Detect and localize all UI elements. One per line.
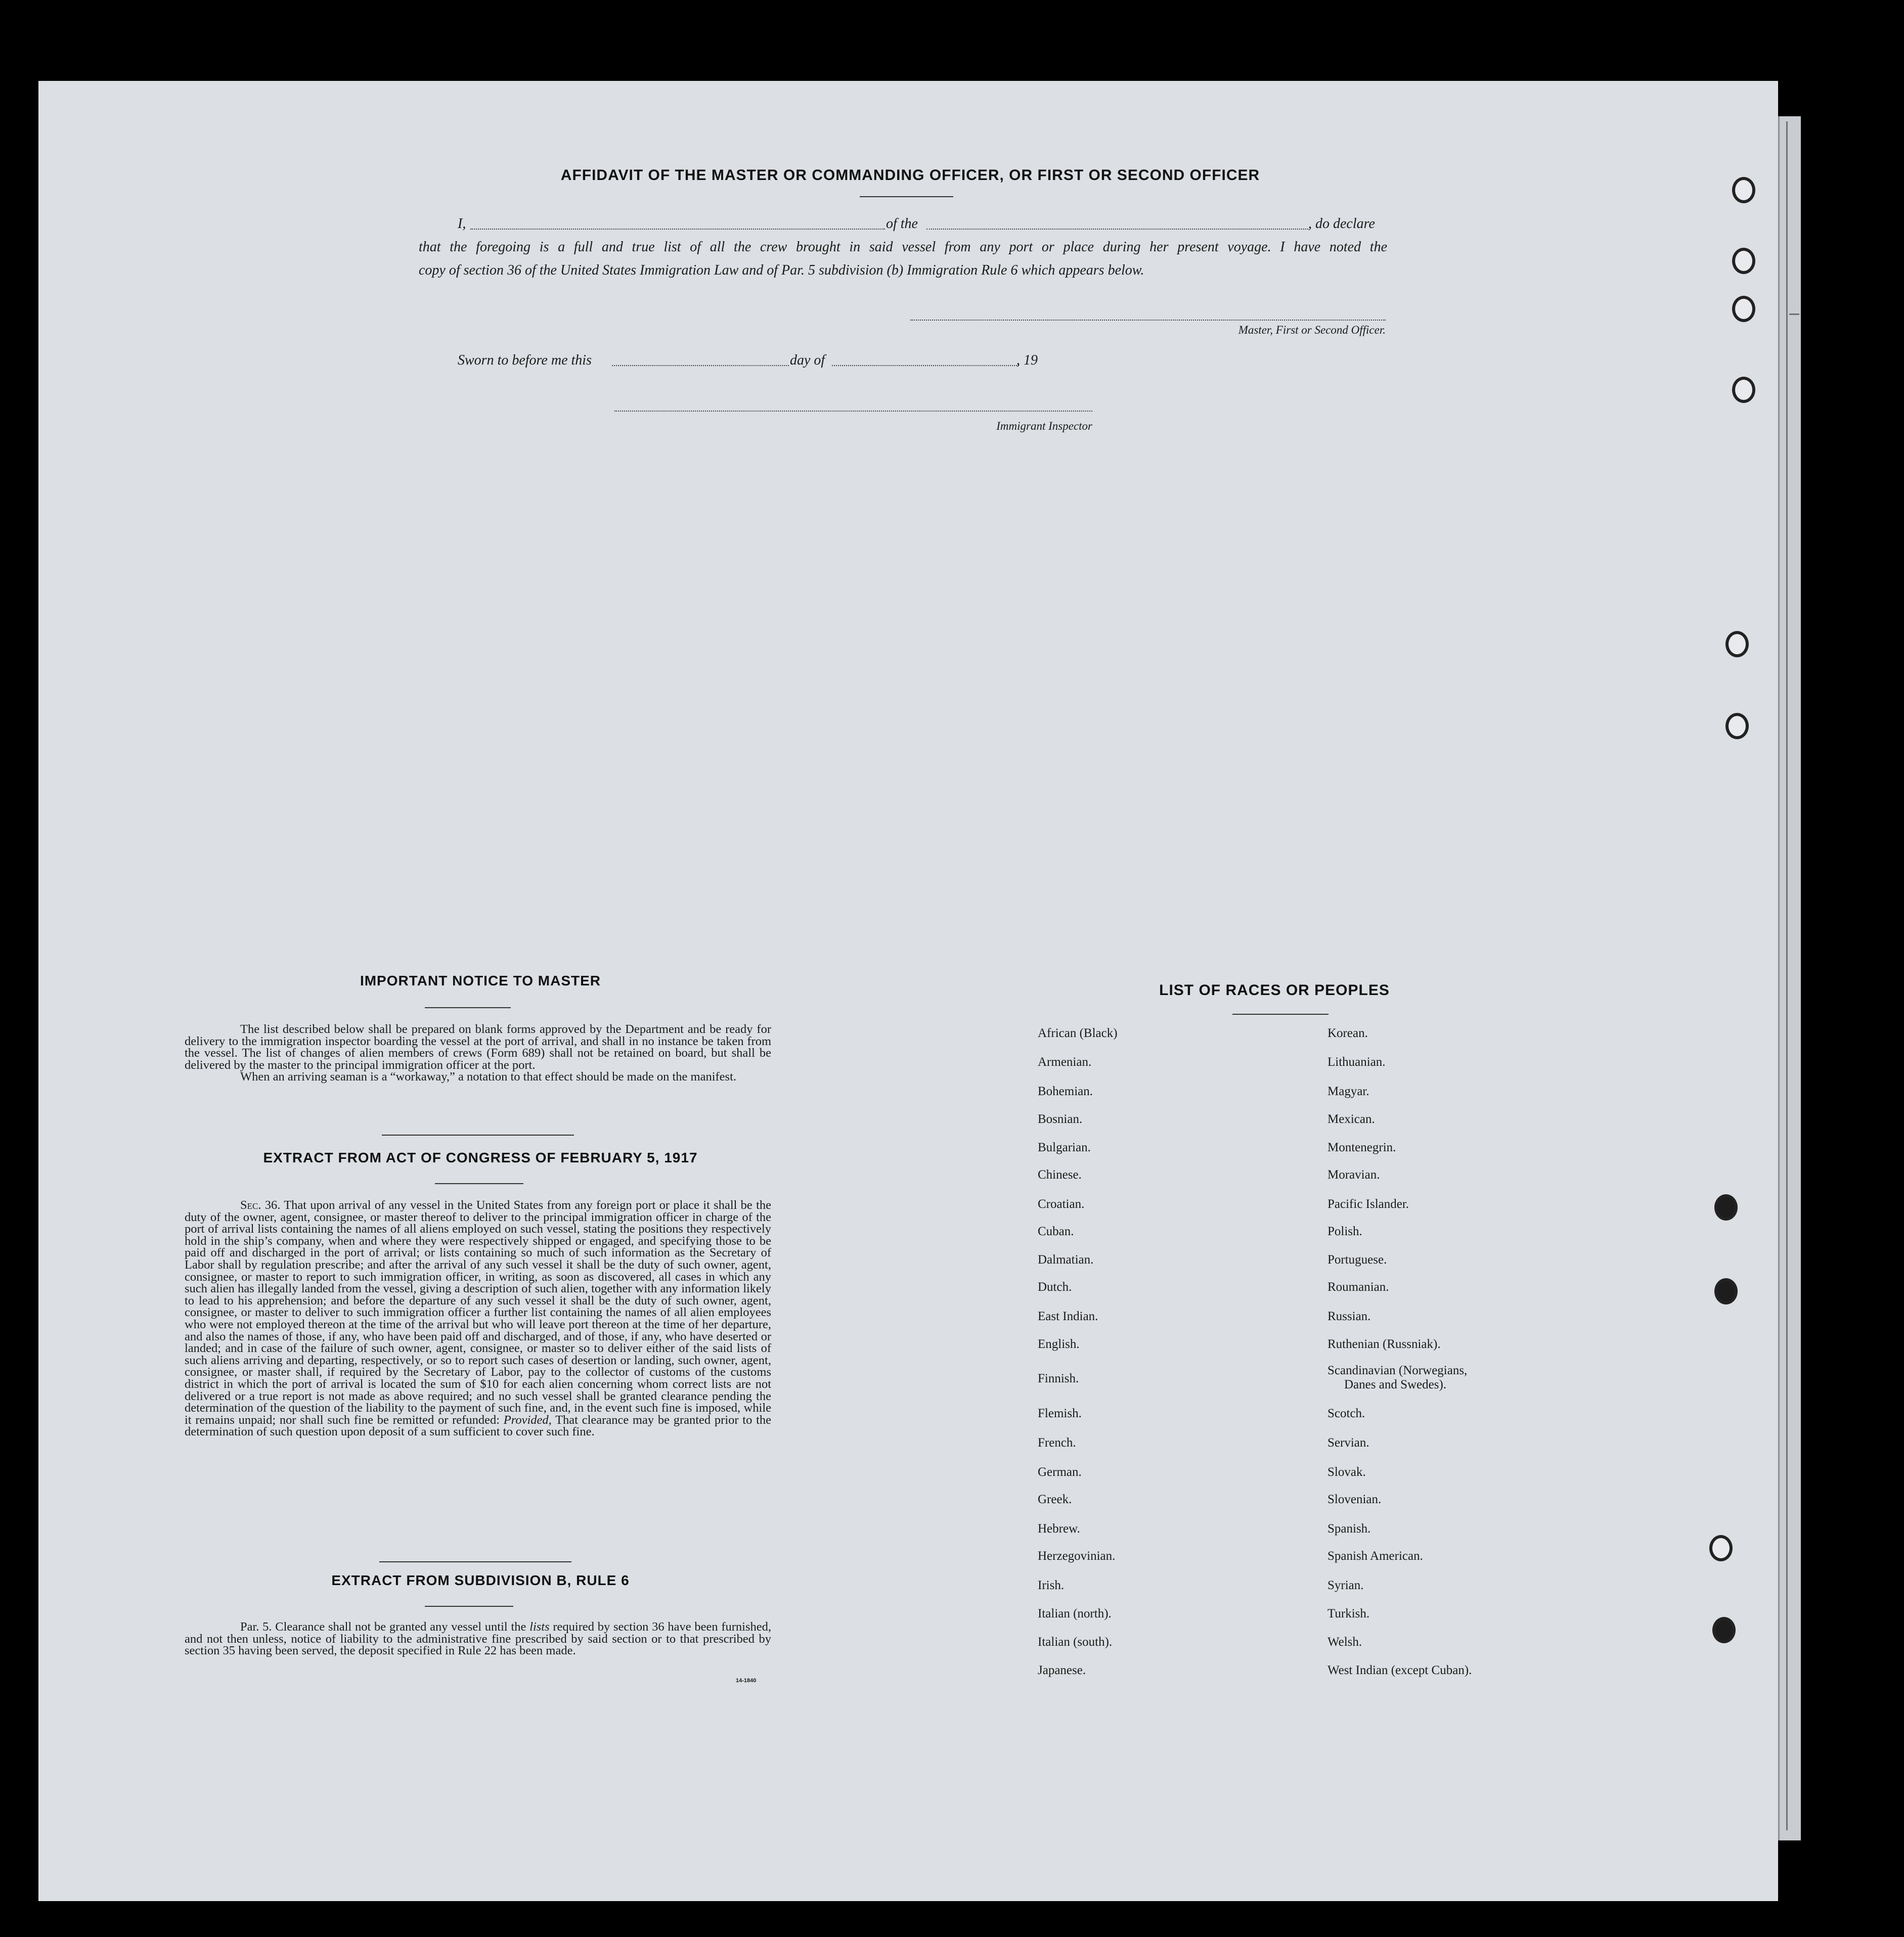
race-entry: Slovak. xyxy=(1327,1465,1366,1479)
binder-hole xyxy=(1712,1617,1736,1643)
binder-hole xyxy=(1725,631,1749,657)
race-entry: Croatian. xyxy=(1038,1197,1085,1211)
affidavit-title: AFFIDAVIT OF THE MASTER OR COMMANDING OFFICER, OR FIRST OR SECOND OFFICER xyxy=(560,167,1260,184)
form-number: 14-1840 xyxy=(736,1678,757,1684)
sheet-edge xyxy=(1778,116,1801,1840)
race-entry: Lithuanian. xyxy=(1327,1055,1386,1069)
race-entry: Dalmatian. xyxy=(1038,1253,1094,1267)
sworn-month-line xyxy=(832,365,1019,366)
year-prefix: , 19 xyxy=(1016,352,1038,368)
paragraph-5-text xyxy=(185,1621,771,1657)
race-entry: Magyar. xyxy=(1327,1085,1369,1098)
affidavit-do-declare: , do declare xyxy=(1308,216,1375,232)
master-signature-label: Master, First or Second Officer. xyxy=(1238,324,1386,336)
extract-rule-title: EXTRACT FROM SUBDIVISION B, RULE 6 xyxy=(331,1572,630,1588)
notice-title: IMPORTANT NOTICE TO MASTER xyxy=(360,973,601,988)
section-36-text xyxy=(185,1199,771,1438)
race-entry: Portuguese. xyxy=(1327,1253,1387,1267)
race-entry: Polish. xyxy=(1327,1225,1362,1238)
extract-act-rule xyxy=(435,1183,523,1184)
race-entry: Cuban. xyxy=(1038,1225,1074,1238)
notice-divider xyxy=(382,1135,574,1136)
race-entry: English. xyxy=(1038,1337,1080,1351)
race-entry: Syrian. xyxy=(1327,1579,1364,1592)
day-of-label: day of xyxy=(790,352,825,368)
notice-body xyxy=(185,1023,771,1083)
notice-paragraph-2: When an arriving seaman is a “workaway,” a notation to that effect should be made on the manifest. xyxy=(240,1070,737,1084)
extract-act-title: EXTRACT FROM ACT OF CONGRESS OF FEBRUARY 5, 1917 xyxy=(263,1150,698,1165)
race-entry: West Indian (except Cuban). xyxy=(1327,1663,1472,1677)
edge-tick xyxy=(1789,313,1799,315)
race-entry: Pacific Islander. xyxy=(1327,1197,1409,1211)
extract-rule-rule xyxy=(425,1606,513,1607)
sworn-label: Sworn to before me this xyxy=(458,352,592,368)
race-entry: Servian. xyxy=(1327,1436,1369,1450)
race-entry: Japanese. xyxy=(1038,1663,1086,1677)
name-field-line xyxy=(470,229,885,230)
race-entry: Welsh. xyxy=(1327,1635,1362,1649)
race-entry: Scotch. xyxy=(1327,1407,1365,1420)
race-entry: Montenegrin. xyxy=(1327,1141,1396,1154)
sec-36-label: Sec. 36. xyxy=(240,1198,281,1212)
affidavit-i-label: I, xyxy=(458,216,466,232)
sec-36-end: That clearance may be granted prior to the determination of such question upon deposit of a sum sufficient to cover such fine. xyxy=(185,1413,771,1439)
race-entry: Greek. xyxy=(1038,1493,1072,1506)
binder-hole xyxy=(1709,1535,1733,1561)
edge-line xyxy=(1786,121,1788,1830)
binder-hole xyxy=(1714,1278,1738,1304)
race-entry-continuation: Danes and Swedes). xyxy=(1344,1378,1447,1391)
race-entry: Hebrew. xyxy=(1038,1522,1080,1536)
notice-rule xyxy=(425,1007,511,1008)
races-rule xyxy=(1232,1014,1329,1015)
race-entry: Armenian. xyxy=(1038,1055,1092,1069)
binder-hole xyxy=(1732,248,1755,274)
race-entry: Spanish. xyxy=(1327,1522,1371,1536)
binder-hole xyxy=(1732,377,1755,403)
affidavit-line-2: that the foregoing is a full and true list of all the crew brought in said vessel from any port or place during her present voyage. I have noted the xyxy=(419,239,1387,255)
race-entry: Mexican. xyxy=(1327,1112,1375,1126)
sworn-day-line xyxy=(612,365,789,366)
inspector-signature-line xyxy=(614,411,1092,412)
race-entry: Irish. xyxy=(1038,1579,1065,1592)
provided-label: Provided, xyxy=(503,1413,552,1427)
vessel-field-line xyxy=(926,229,1308,230)
race-entry: Bohemian. xyxy=(1038,1085,1093,1098)
race-entry: Dutch. xyxy=(1038,1280,1072,1294)
race-entry: Moravian. xyxy=(1327,1168,1380,1182)
race-entry: French. xyxy=(1038,1436,1076,1450)
affidavit-of-the-label: of the xyxy=(886,216,918,232)
race-entry: Finnish. xyxy=(1038,1372,1079,1385)
race-entry: Scandinavian (Norwegians, xyxy=(1327,1364,1468,1377)
race-entry: Spanish American. xyxy=(1327,1549,1423,1563)
race-entry: Italian (south). xyxy=(1038,1635,1113,1649)
race-entry: Ruthenian (Russniak). xyxy=(1327,1337,1441,1351)
race-entry: Chinese. xyxy=(1038,1168,1082,1182)
race-entry: Italian (north). xyxy=(1038,1607,1112,1620)
race-entry: Flemish. xyxy=(1038,1407,1082,1420)
race-entry: Russian. xyxy=(1327,1310,1371,1323)
race-entry: Bulgarian. xyxy=(1038,1141,1091,1154)
race-entry: Bosnian. xyxy=(1038,1112,1083,1126)
race-entry: Turkish. xyxy=(1327,1607,1370,1620)
binder-hole xyxy=(1725,713,1749,739)
par5-text-a: Par. 5. Clearance shall not be granted any vessel until the xyxy=(240,1620,526,1634)
title-rule xyxy=(860,196,953,197)
race-entry: Roumanian. xyxy=(1327,1280,1389,1294)
lists-word: lists xyxy=(529,1620,550,1634)
extract-divider xyxy=(379,1561,571,1562)
race-entry: German. xyxy=(1038,1465,1082,1479)
race-entry: African (Black) xyxy=(1038,1026,1118,1040)
par5-text-b: required by section 36 have been furnished, and not then unless, notice of liability to the administrative fine prescribed by said section or to that prescribed by section 35 having been served, the deposit specified in Rule 22 has been made. xyxy=(185,1620,771,1658)
race-entry: Herzegovinian. xyxy=(1038,1549,1116,1563)
race-entry: Korean. xyxy=(1327,1026,1368,1040)
inspector-label: Immigrant Inspector xyxy=(996,420,1092,432)
race-entry: East Indian. xyxy=(1038,1310,1098,1323)
affidavit-line-3: copy of section 36 of the United States Immigration Law and of Par. 5 subdivision (b) Immigration Rule 6 which appears below. xyxy=(419,262,1144,278)
notice-paragraph-1: The list described below shall be prepared on blank forms approved by the Department and be ready for delivery to the immigration inspector boarding the vessel at the port of arrival, and shall in no instance be taken from the vessel. The list of changes of alien members of crews (Form 689) shall not be retained on board, but shall be delivered by the master to the principal immigration officer at the port. xyxy=(185,1022,771,1072)
binder-hole xyxy=(1714,1194,1738,1221)
races-title: LIST OF RACES OR PEOPLES xyxy=(1159,982,1390,999)
binder-hole xyxy=(1732,296,1755,322)
master-signature-line xyxy=(910,320,1386,321)
sec-36-body: That upon arrival of any vessel in the United States from any foreign port or place it shall be the duty of the owner, agent, consignee, or master thereof to deliver to the principal immigration officer in charge of the port of arrival lists containing the names of all aliens employed on such vessel, stating the positions they respectively hold in the ship’s company, when and where they were respectively shipped or engaged, and specifying those to be paid off and discharged in the port of arrival; or lists containing so much of such information as the Secretary of Labor shall by regulation prescribe; and after the arrival of any such vessel it shall be the duty of such owner, agent, consignee, or master to report to such immigration officer, in writing, as soon as discovered, all cases in which any such alien has illegally landed from the vessel, giving a description of such alien, together with any information likely to lead to his apprehension; and before the departure of any such vessel it shall be the duty of such owner, agent, consignee, or master to deliver to such immigration officer a further list containing the names of all alien employees who were not employed thereon at the time of the arrival but who will leave port thereon at the time of her departure, and also the names of those, if any, who have been paid off and discharged, and of those, if any, who have deserted or landed; and in case of the failure of such owner, agent, consignee, or master so to deliver either of the said lists of such aliens arriving and departing, respectively, or so to report such cases of desertion or landing, such owner, agent, consignee, or master shall, if required by the Secretary of Labor, pay to the collector of customs of the customs district in which the port of arrival is located the sum of $10 for each alien concerning whom correct lists are not delivered or a true report is not made as above required; and no such vessel shall be granted clearance pending the determination of the question of the liability to the payment of such fine, and, in the event such fine is imposed, while it remains unpaid; nor shall such fine be remitted or refunded: xyxy=(185,1198,771,1427)
race-entry: Slovenian. xyxy=(1327,1493,1382,1506)
binder-hole xyxy=(1732,177,1755,203)
